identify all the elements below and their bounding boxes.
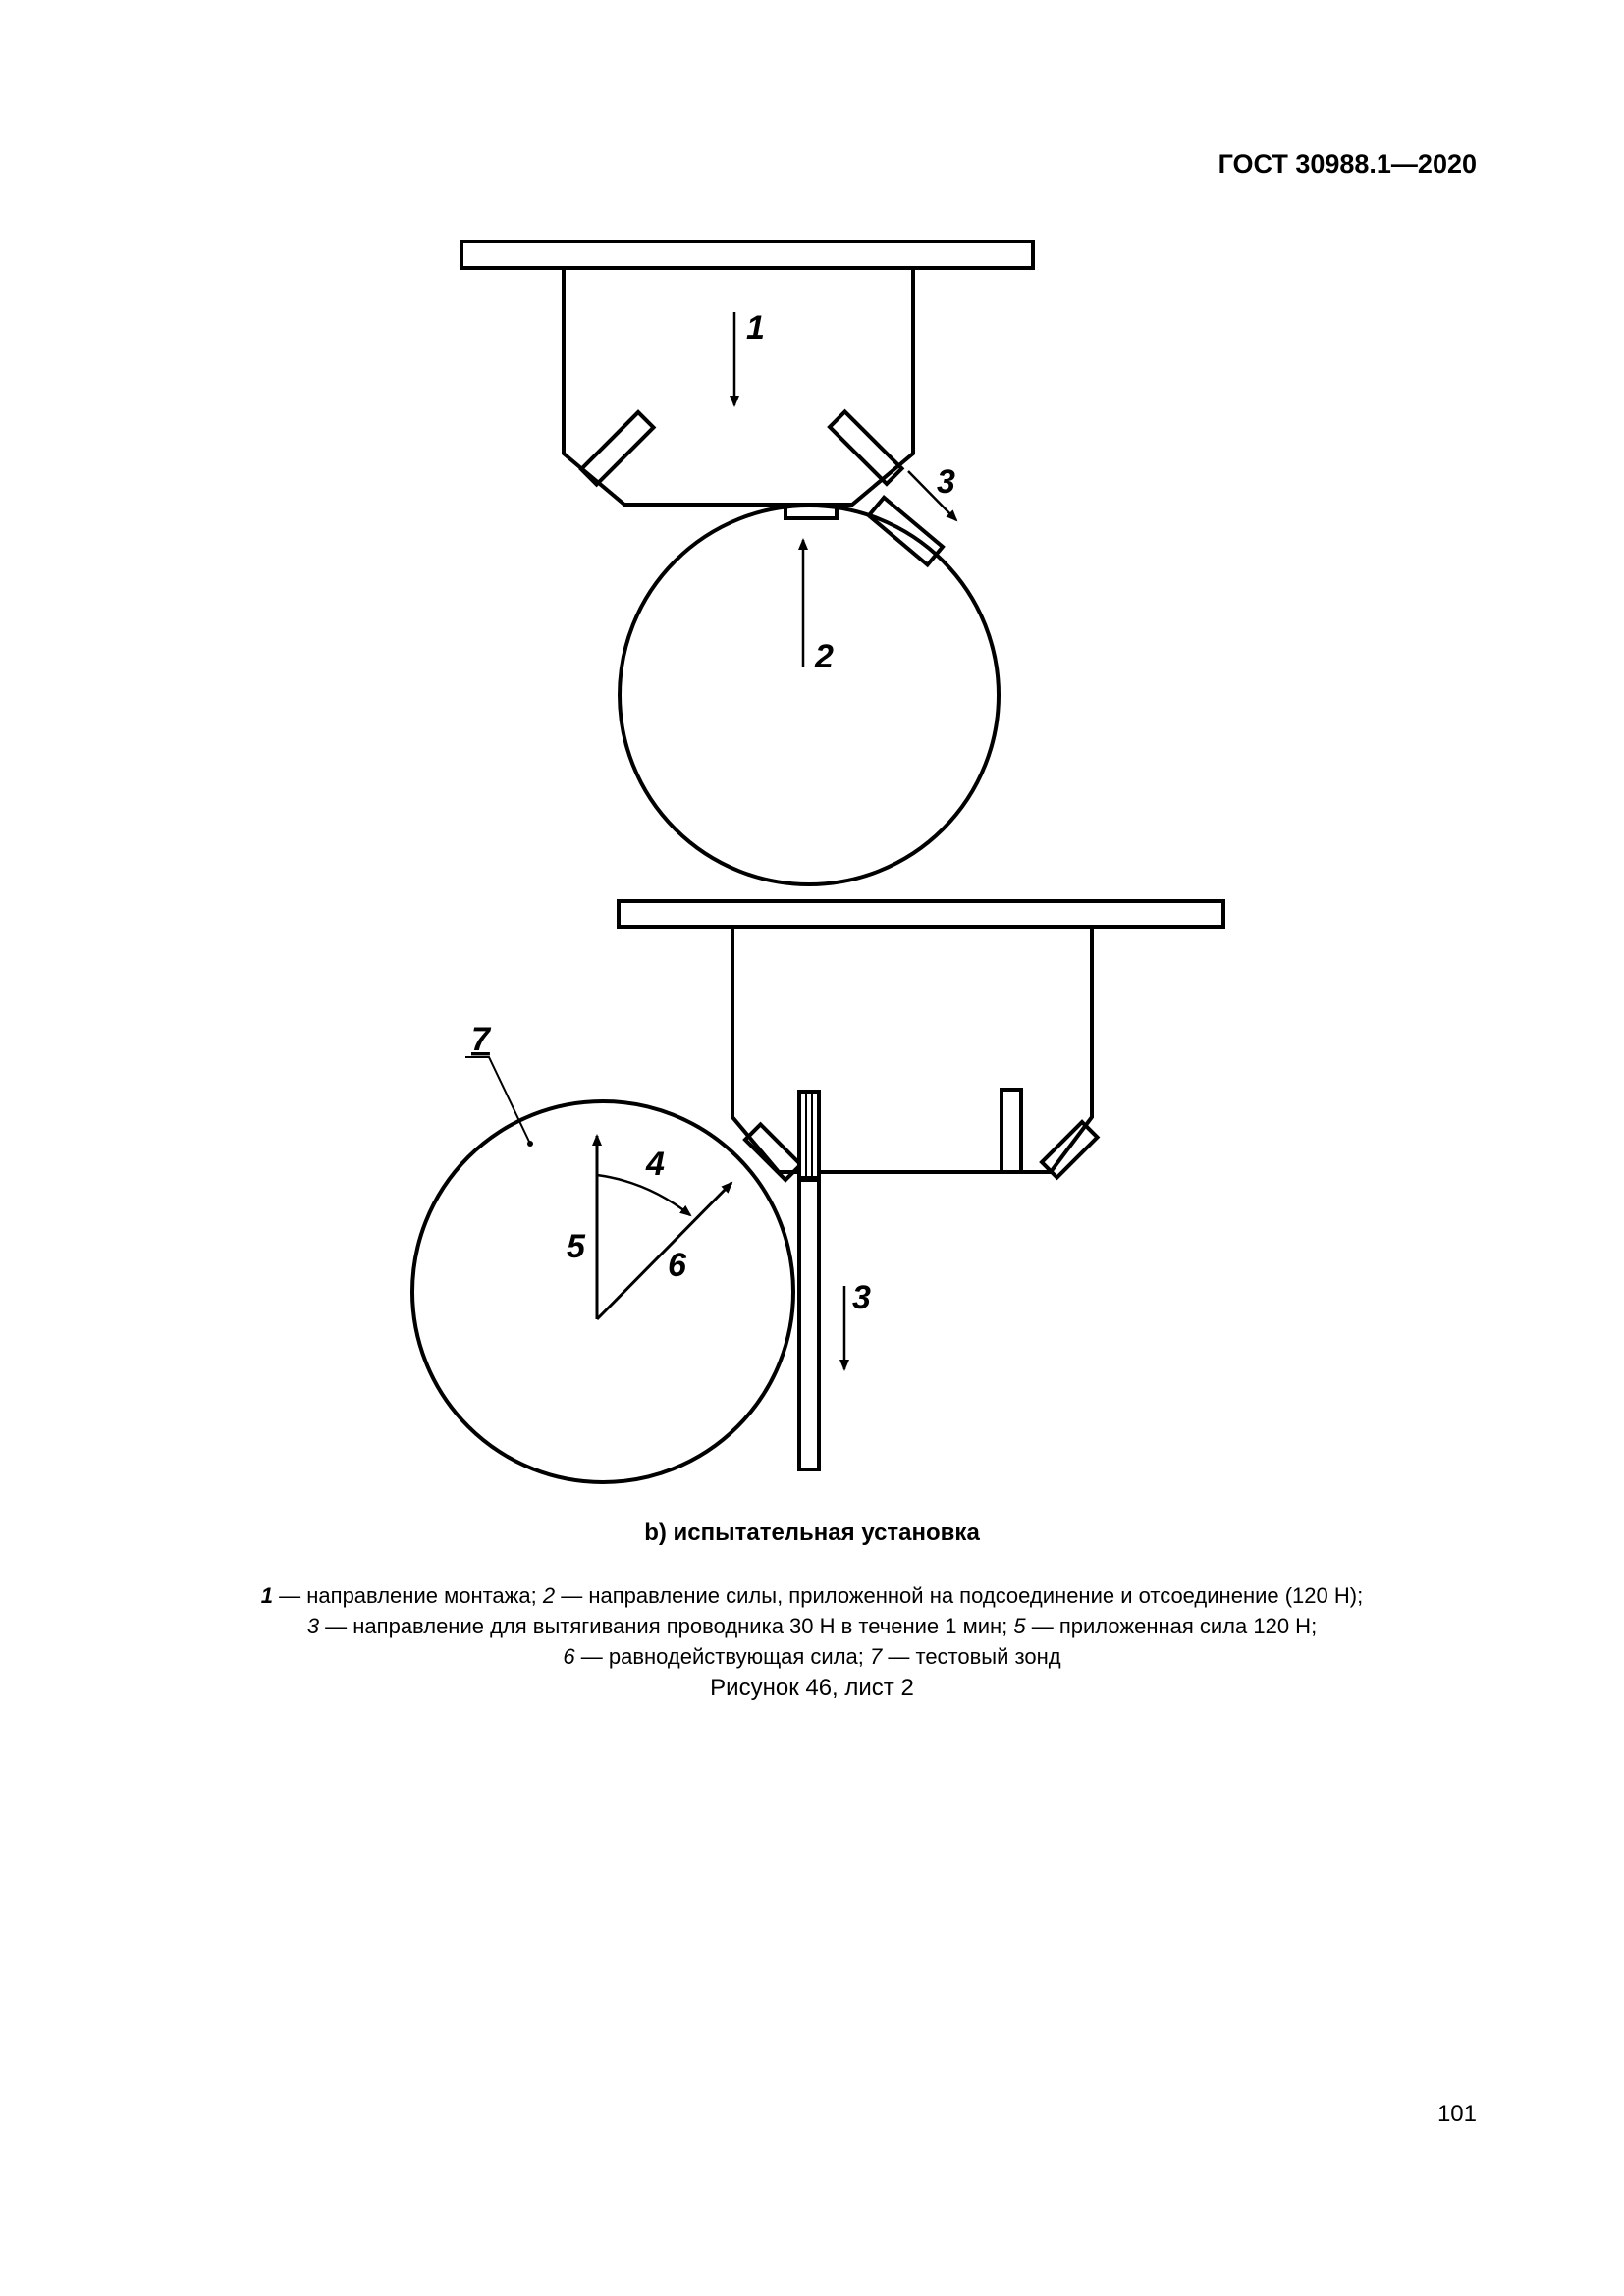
bottom-conductor bbox=[799, 1180, 819, 1469]
top-test-probe bbox=[620, 506, 999, 884]
label-4: 4 bbox=[646, 1146, 665, 1183]
label-3-bottom: 3 bbox=[852, 1279, 871, 1316]
label-3-top: 3 bbox=[937, 463, 955, 501]
page-number: 101 bbox=[1436, 2101, 1477, 2127]
arrow-resultant-force bbox=[597, 1183, 731, 1319]
legend-text-7: — тестовый зонд bbox=[882, 1644, 1061, 1669]
legend-line-1 bbox=[0, 1580, 1624, 1611]
bottom-mounting-plate bbox=[619, 901, 1223, 927]
legend-num-7: 7 bbox=[870, 1644, 883, 1669]
bottom-left-contact bbox=[745, 1124, 801, 1180]
label-6: 6 bbox=[668, 1247, 686, 1284]
legend-text-6: — равнодействующая сила; bbox=[574, 1644, 871, 1669]
bottom-contact-pin bbox=[799, 1092, 819, 1178]
bottom-inner-pin bbox=[1001, 1090, 1021, 1172]
figure-caption: Рисунок 46, лист 2 bbox=[710, 1675, 914, 1701]
label-5: 5 bbox=[567, 1228, 585, 1265]
legend-text-1: — направление монтажа; bbox=[273, 1583, 543, 1608]
legend-text-5: — приложенная сила 120 Н; bbox=[1025, 1614, 1318, 1638]
legend-line-3 bbox=[0, 1641, 1624, 1672]
figure-subcaption: b) испытательная установка bbox=[644, 1520, 980, 1546]
legend-num-3: 3 bbox=[306, 1614, 320, 1638]
label-2: 2 bbox=[815, 638, 834, 675]
legend-num-2: 2 bbox=[542, 1583, 556, 1608]
top-left-contact bbox=[581, 412, 654, 485]
legend-num-5: 5 bbox=[1013, 1614, 1026, 1638]
legend-text-3: — направление для вытягивания проводника 30 Н в течение 1 мин; bbox=[319, 1614, 1014, 1638]
bottom-test-probe bbox=[412, 1101, 793, 1482]
angle-arc bbox=[597, 1175, 690, 1215]
document-header: ГОСТ 30988.1—2020 bbox=[1218, 149, 1477, 179]
top-connector-body bbox=[564, 268, 913, 505]
legend-line-2 bbox=[0, 1611, 1624, 1641]
top-mounting-plate bbox=[461, 241, 1033, 268]
legend-num-6: 6 bbox=[563, 1644, 575, 1669]
figure-legend bbox=[0, 1580, 1624, 1672]
label-1: 1 bbox=[746, 309, 765, 347]
label-7: 7 bbox=[471, 1021, 490, 1058]
legend-num-1: 1 bbox=[260, 1583, 274, 1608]
bottom-connector-body bbox=[732, 927, 1092, 1172]
legend-text-2: — направление силы, приложенной на подсоединение и отсоединение (120 Н); bbox=[555, 1583, 1364, 1608]
